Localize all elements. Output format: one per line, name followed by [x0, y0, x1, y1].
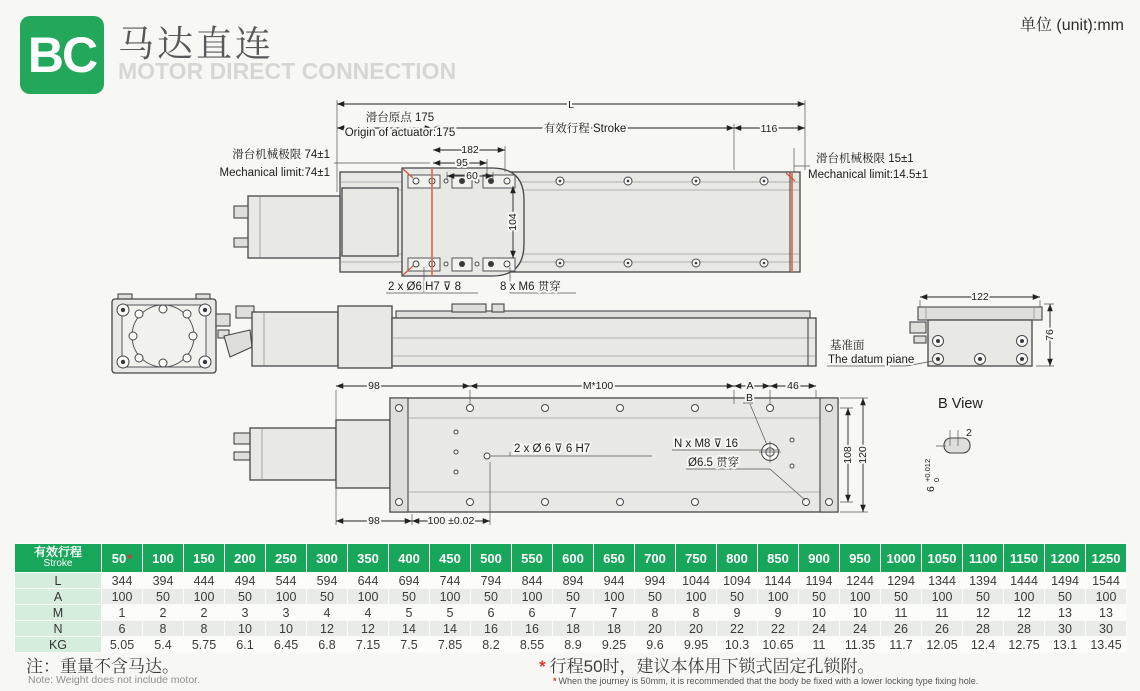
stroke-col-1150: 1150 [1004, 544, 1045, 573]
stroke-col-500: 500 [471, 544, 512, 573]
spec-cell: 50 [553, 589, 594, 605]
spec-cell: 1494 [1045, 573, 1086, 589]
spec-cell: 7 [553, 605, 594, 621]
stroke-col-750: 750 [676, 544, 717, 573]
spec-cell: 7 [594, 605, 635, 621]
spec-cell: 844 [512, 573, 553, 589]
spec-cell: 100 [184, 589, 225, 605]
row-label: KG [15, 637, 102, 653]
dim-m100: M*100 [582, 380, 614, 392]
spec-cell: 18 [594, 621, 635, 637]
spec-cell: 9 [758, 605, 799, 621]
spec-cell: 10 [225, 621, 266, 637]
spec-cell: 7.15 [348, 637, 389, 653]
spec-table-body [15, 573, 1127, 653]
stroke-col-250: 250 [266, 544, 307, 573]
spec-cell: 8 [184, 621, 225, 637]
b-view-tol-upper: +0.012 [923, 458, 932, 482]
spec-cell: 7.85 [430, 637, 471, 653]
spec-cell: 11.7 [881, 637, 922, 653]
dim-46: 46 [787, 380, 799, 392]
spec-cell: 5.4 [143, 637, 184, 653]
spec-cell: 11 [922, 605, 963, 621]
row-label: M [15, 605, 102, 621]
spec-cell: 10 [266, 621, 307, 637]
spec-cell: 50 [307, 589, 348, 605]
spec-cell: 50 [717, 589, 758, 605]
warn-cn [538, 652, 875, 677]
spec-cell: 100 [266, 589, 307, 605]
b-view-dim-6: 6 [925, 486, 937, 492]
row-label: L [15, 573, 102, 589]
spec-cell: 30 [1086, 621, 1127, 637]
spec-cell: 1344 [922, 573, 963, 589]
spec-cell: 644 [348, 573, 389, 589]
spec-cell: 24 [799, 621, 840, 637]
spec-cell: 544 [266, 573, 307, 589]
spec-cell: 6.8 [307, 637, 348, 653]
spec-cell: 50 [635, 589, 676, 605]
spec-cell: 50 [963, 589, 1004, 605]
dim-L: L [568, 99, 574, 111]
spec-cell: 6.1 [225, 637, 266, 653]
series-badge: BC [20, 16, 104, 94]
spec-cell: 11.35 [840, 637, 881, 653]
stroke-header-cell: 有效行程 Stroke [15, 544, 102, 573]
spec-cell: 8.55 [512, 637, 553, 653]
spec-cell: 494 [225, 573, 266, 589]
note-cn: 注：重量不含马达。 [26, 657, 179, 676]
spec-cell: 1294 [881, 573, 922, 589]
spec-cell: 50 [225, 589, 266, 605]
spec-cell: 444 [184, 573, 225, 589]
limit-right-en: Mechanical limit:14.5±1 [808, 169, 929, 181]
dim-182: 182 [461, 144, 479, 156]
stroke-col-150: 150 [184, 544, 225, 573]
spec-cell: 50 [143, 589, 184, 605]
spec-cell: 9.95 [676, 637, 717, 653]
spec-cell: 8.2 [471, 637, 512, 653]
spec-cell: 994 [635, 573, 676, 589]
spec-cell: 100 [430, 589, 471, 605]
spec-cell: 11 [799, 637, 840, 653]
spec-cell: 8 [143, 621, 184, 637]
spec-cell: 10.65 [758, 637, 799, 653]
dim-120: 120 [857, 446, 869, 464]
spec-cell: 12 [307, 621, 348, 637]
spec-cell: 12.75 [1004, 637, 1045, 653]
spec-cell: 12.05 [922, 637, 963, 653]
spec-cell: 394 [143, 573, 184, 589]
spec-cell: 594 [307, 573, 348, 589]
spec-cell: 13.1 [1045, 637, 1086, 653]
spec-cell: 10.3 [717, 637, 758, 653]
b-view-dim-2: 2 [966, 427, 972, 439]
bottom-hole-note-3: Ø6.5 贯穿 [688, 457, 740, 469]
stroke-col-950: 950 [840, 544, 881, 573]
dim-108: 108 [842, 446, 854, 464]
spec-cell: 12.4 [963, 637, 1004, 653]
bottom-view-drawing [234, 380, 869, 527]
stroke-col-900: 900 [799, 544, 840, 573]
dim-98-top: 98 [368, 380, 380, 392]
asterisk-icon: * [553, 676, 557, 686]
spec-cell: 30 [1045, 621, 1086, 637]
spec-row-A [15, 589, 1127, 605]
top-hole-note-1: 2 x Ø6 H7 ⊽ 8 [388, 281, 461, 293]
spec-cell: 50 [881, 589, 922, 605]
spec-cell: 100 [512, 589, 553, 605]
stroke-col-600: 600 [553, 544, 594, 573]
stroke-col-300: 300 [307, 544, 348, 573]
spec-cell: 16 [471, 621, 512, 637]
stroke-col-850: 850 [758, 544, 799, 573]
stroke-col-1050: 1050 [922, 544, 963, 573]
spec-cell: 2 [143, 605, 184, 621]
spec-cell: 100 [102, 589, 143, 605]
dim-60: 60 [466, 170, 478, 182]
asterisk-icon: * [539, 657, 546, 676]
spec-cell: 100 [1004, 589, 1045, 605]
side-view-drawing [224, 304, 816, 368]
note-en: Note: Weight does not include motor. [28, 674, 200, 686]
unit-label: 单位 (unit):mm [1019, 17, 1124, 34]
spec-cell: 1394 [963, 573, 1004, 589]
stroke-col-1250: 1250 [1086, 544, 1127, 573]
spec-cell: 744 [430, 573, 471, 589]
page-title-en: MOTOR DIRECT CONNECTION [118, 58, 457, 84]
spec-cell: 50 [389, 589, 430, 605]
spec-cell: 6 [512, 605, 553, 621]
spec-cell: 3 [225, 605, 266, 621]
spec-cell: 1 [102, 605, 143, 621]
spec-cell: 10 [840, 605, 881, 621]
spec-cell: 100 [348, 589, 389, 605]
spec-cell: 10 [799, 605, 840, 621]
spec-cell: 6.45 [266, 637, 307, 653]
spec-cell: 100 [676, 589, 717, 605]
spec-row-KG [15, 637, 1127, 653]
b-view-detail [923, 396, 983, 492]
warn-en-text: When the journey is 50mm, it is recommended that the body be fixed with a lower locking type fixing hole. [558, 676, 979, 686]
stroke-col-650: 650 [594, 544, 635, 573]
spec-cell: 8.9 [553, 637, 594, 653]
spec-row-L [15, 573, 1127, 589]
stroke-col-1200: 1200 [1045, 544, 1086, 573]
spec-cell: 1194 [799, 573, 840, 589]
spec-cell: 100 [1086, 589, 1127, 605]
spec-cell: 18 [553, 621, 594, 637]
stroke-dim-label: 有效行程 Stroke [543, 123, 627, 135]
top-hole-note-2: 8 x M6 贯穿 [500, 281, 561, 293]
spec-cell: 12 [348, 621, 389, 637]
row-label: N [15, 621, 102, 637]
stroke-col-450: 450 [430, 544, 471, 573]
dim-116: 116 [760, 123, 778, 135]
spec-cell: 12 [963, 605, 1004, 621]
spec-cell: 894 [553, 573, 594, 589]
spec-cell: 13.45 [1086, 637, 1127, 653]
spec-cell: 1094 [717, 573, 758, 589]
stroke-col-550: 550 [512, 544, 553, 573]
spec-cell: 24 [840, 621, 881, 637]
end-view-drawing [827, 291, 1056, 366]
spec-cell: 16 [512, 621, 553, 637]
spec-cell: 13 [1045, 605, 1086, 621]
origin-label-cn: 滑台原点 175 [365, 112, 435, 124]
stroke-col-700: 700 [635, 544, 676, 573]
spec-cell: 7.5 [389, 637, 430, 653]
limit-right-cn: 滑台机械极限 15±1 [816, 153, 914, 165]
spec-cell: 4 [348, 605, 389, 621]
spec-table [14, 543, 1127, 653]
spec-cell: 28 [1004, 621, 1045, 637]
spec-cell: 8 [676, 605, 717, 621]
spec-cell: 5.05 [102, 637, 143, 653]
spec-cell: 26 [922, 621, 963, 637]
stroke-header-row [15, 544, 1127, 573]
spec-cell: 100 [840, 589, 881, 605]
stroke-col-800: 800 [717, 544, 758, 573]
motor-front-view-drawing [112, 294, 230, 373]
spec-cell: 9 [717, 605, 758, 621]
spec-cell: 9.6 [635, 637, 676, 653]
b-ref-label: B [746, 392, 754, 404]
spec-cell: 22 [717, 621, 758, 637]
dim-98-bottom: 98 [368, 515, 380, 527]
origin-label-en: Origin of actuator:175 [344, 127, 456, 139]
spec-cell: 11 [881, 605, 922, 621]
spec-cell: 100 [922, 589, 963, 605]
spec-cell: 944 [594, 573, 635, 589]
spec-cell: 794 [471, 573, 512, 589]
dim-104: 104 [507, 213, 519, 231]
stroke-col-1000: 1000 [881, 544, 922, 573]
warn-cn-text: 行程50时，建议本体用下锁式固定孔锁附。 [549, 657, 875, 676]
spec-cell: 14 [389, 621, 430, 637]
spec-cell: 5 [389, 605, 430, 621]
bottom-hole-note-1: 2 x Ø 6 ⊽ 6 H7 [514, 443, 591, 455]
spec-cell: 20 [676, 621, 717, 637]
row-label: A [15, 589, 102, 605]
spec-cell: 1544 [1086, 573, 1127, 589]
spec-cell: 50 [799, 589, 840, 605]
b-view-tol-lower: 0 [932, 477, 941, 482]
spec-cell: 14 [430, 621, 471, 637]
stroke-col-50: 50* [102, 544, 143, 573]
top-view-drawing [220, 99, 929, 293]
spec-cell: 13 [1086, 605, 1127, 621]
spec-cell: 5.75 [184, 637, 225, 653]
spec-cell: 8 [635, 605, 676, 621]
spec-cell: 20 [635, 621, 676, 637]
spec-cell: 12 [1004, 605, 1045, 621]
bottom-hole-note-2: N x M8 ⊽ 16 [674, 438, 739, 450]
stroke-col-350: 350 [348, 544, 389, 573]
limit-left-en: Mechanical limit:74±1 [219, 167, 330, 179]
page-title-cn: 马达直连 [118, 23, 275, 64]
spec-cell: 1144 [758, 573, 799, 589]
datum-label-cn: 基准面 [830, 340, 865, 352]
spec-cell: 100 [594, 589, 635, 605]
b-view-title: B View [938, 396, 983, 412]
dim-122: 122 [971, 291, 989, 303]
spec-cell: 50 [1045, 589, 1086, 605]
warn-en [552, 676, 978, 686]
spec-cell: 6 [102, 621, 143, 637]
stroke-col-1100: 1100 [963, 544, 1004, 573]
stroke-col-400: 400 [389, 544, 430, 573]
spec-row-N [15, 621, 1127, 637]
stroke-col-200: 200 [225, 544, 266, 573]
spec-cell: 4 [307, 605, 348, 621]
spec-cell: 344 [102, 573, 143, 589]
datum-label-en: The datum piane [828, 354, 915, 366]
spec-cell: 3 [266, 605, 307, 621]
spec-cell: 1244 [840, 573, 881, 589]
dim-95: 95 [456, 157, 468, 169]
spec-row-M [15, 605, 1127, 621]
spec-cell: 22 [758, 621, 799, 637]
spec-cell: 1444 [1004, 573, 1045, 589]
spec-cell: 2 [184, 605, 225, 621]
spec-cell: 6 [471, 605, 512, 621]
spec-cell: 28 [963, 621, 1004, 637]
spec-cell: 5 [430, 605, 471, 621]
stroke-col-100: 100 [143, 544, 184, 573]
spec-cell: 1044 [676, 573, 717, 589]
spec-cell: 694 [389, 573, 430, 589]
limit-left-cn: 滑台机械极限 74±1 [232, 149, 330, 161]
spec-cell: 100 [758, 589, 799, 605]
dim-76: 76 [1044, 329, 1056, 341]
spec-cell: 9.25 [594, 637, 635, 653]
dim-100: 100 ±0.02 [427, 515, 475, 527]
dim-a: A [746, 380, 754, 392]
spec-cell: 50 [471, 589, 512, 605]
spec-cell: 26 [881, 621, 922, 637]
